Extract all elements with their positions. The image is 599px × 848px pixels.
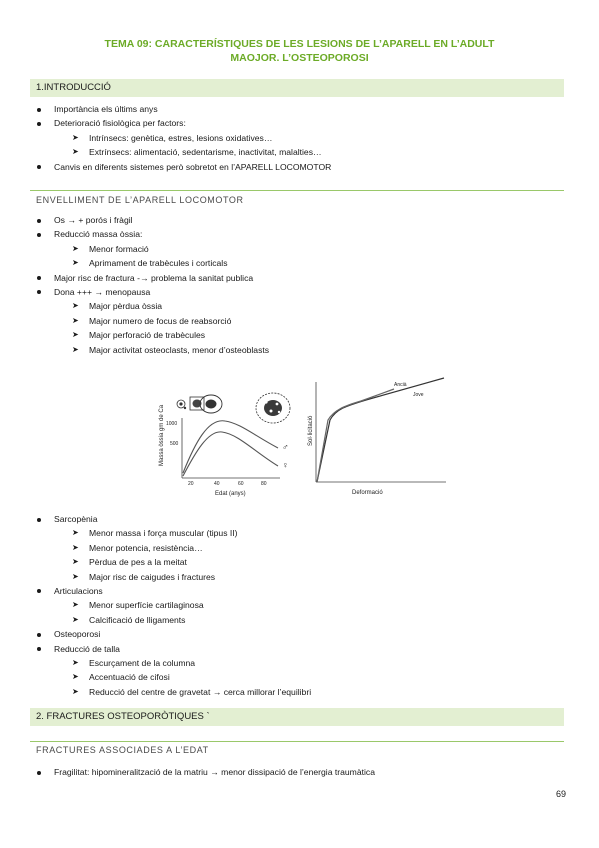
list-item: Os → + porós i fràgil (0, 213, 560, 227)
bone-mass-chart (160, 388, 298, 500)
xtick-80: 80 (261, 481, 267, 487)
sub-list-item: ➤ Major activitat osteoclasts, menor d’osteoblasts (0, 343, 560, 357)
old-curve (317, 389, 394, 482)
title-line-1: TEMA 09: CARACTERÍSTIQUES DE LES LESIONS DE L’APARELL EN L’ADULT (104, 38, 495, 50)
pore-icon (278, 411, 280, 413)
stress-xlabel: Deformació (352, 490, 383, 496)
list-item: Reducció de talla (0, 642, 560, 656)
sub-list-item: ➤ Menor formació (0, 242, 560, 256)
young-label: Jove (413, 392, 424, 398)
figure-stress-strain (306, 376, 448, 498)
sub-list-item: ➤ Escurçament de la columna (0, 656, 560, 670)
sub-list-item: ➤ Menor superfície cartilaginosa (0, 598, 560, 612)
section-introduccio-heading: 1.INTRODUCCIÓ (30, 79, 564, 97)
list-item: Reducció massa òssia: (0, 227, 560, 241)
sub-list-item: ➤ Reducció del centre de gravetat → cerca millorar l’equilibri (0, 685, 560, 699)
envelliment-list (0, 213, 560, 357)
xtick-60: 60 (238, 481, 244, 487)
bone-cell-nucleus-icon (179, 402, 182, 405)
list-item: Osteoporosi (0, 627, 560, 641)
male-symbol: ♂ (282, 442, 289, 452)
page-title (60, 37, 539, 65)
trabecular-core-2-icon (206, 400, 217, 409)
list-item: Fragilitat: hipomineralització de la matriu → menor dissipació de l’energia traumàtica (0, 765, 560, 779)
sub-list-item: ➤ Menor massa i força muscular (tipus II) (0, 526, 560, 540)
bone-mass-ylabel: Massa òssia gm de Ca (159, 404, 165, 466)
list-item: Deterioració fisiològica per factors: (0, 116, 560, 130)
divider (30, 741, 564, 742)
list-item: Canvis en diferents sistemes però sobretot en l’APARELL LOCOMOTOR (0, 160, 560, 174)
pore-icon (270, 410, 273, 413)
list-item: Major risc de fractura -→ problema la sanitat publica (0, 271, 560, 285)
sub-list-item: ➤ Major risc de caigudes i fractures (0, 570, 560, 584)
sub-list-item: ➤ Menor potencia, resistència… (0, 541, 560, 555)
sub-list-item: ➤ Calcificació de lligaments (0, 613, 560, 627)
female-curve (183, 432, 278, 476)
xtick-40: 40 (214, 481, 220, 487)
list-item: Sarcopènia (0, 512, 560, 526)
list-item: Importància els últims anys (0, 102, 560, 116)
old-label: Ancià (394, 382, 407, 388)
figure-bone-mass (160, 388, 298, 500)
pore-icon (264, 400, 267, 403)
bone-mass-xlabel: Edat (anys) (215, 491, 246, 497)
sub-list-item: ➤ Aprimament de trabècules i corticals (0, 256, 560, 270)
page-number: 69 (556, 789, 567, 799)
divider (30, 190, 564, 191)
stress-ylabel: Sol·licitació (308, 415, 314, 446)
bone-cell-small-icon (184, 407, 186, 409)
sub-list-item: ➤ Intrínsecs: genètica, estres, lesions oxidatives… (0, 131, 560, 145)
sub-list-item: ➤ Major pèrdua òssia (0, 299, 560, 313)
list-item: Articulacions (0, 584, 560, 598)
sub-list-item: ➤ Extrínsecs: alimentació, sedentarisme, inactivitat, malalties… (0, 145, 560, 159)
title-line-2: MAOJOR. L’OSTEOPOROSI (230, 52, 369, 64)
list-item: Dona +++ → menopausa (0, 285, 560, 299)
subsection-fractures-edat-heading: FRACTURES ASSOCIADES A L’EDAT (36, 745, 209, 755)
sub-list-item: ➤ Major numero de focus de reabsorció (0, 314, 560, 328)
ytick-1000: 1000 (166, 421, 178, 427)
fractures-edat-list (0, 765, 560, 779)
pore-icon (276, 403, 279, 406)
stress-strain-chart (306, 376, 448, 498)
section-fractures-heading: 2. FRACTURES OSTEOPORÒTIQUES ` (30, 708, 564, 726)
subsection-envelliment-heading: ENVELLIMENT DE L’APARELL LOCOMOTOR (36, 195, 244, 205)
envelliment-list-continued (0, 512, 560, 699)
introduccio-list (0, 102, 560, 174)
sub-list-item: ➤ Pèrdua de pes a la meitat (0, 555, 560, 569)
xtick-20: 20 (188, 481, 194, 487)
ytick-500: 500 (170, 441, 179, 447)
female-symbol: ♀ (282, 460, 289, 470)
male-curve (183, 421, 278, 473)
sub-list-item: ➤ Major perforació de trabècules (0, 328, 560, 342)
sub-list-item: ➤ Accentuació de cifosi (0, 670, 560, 684)
